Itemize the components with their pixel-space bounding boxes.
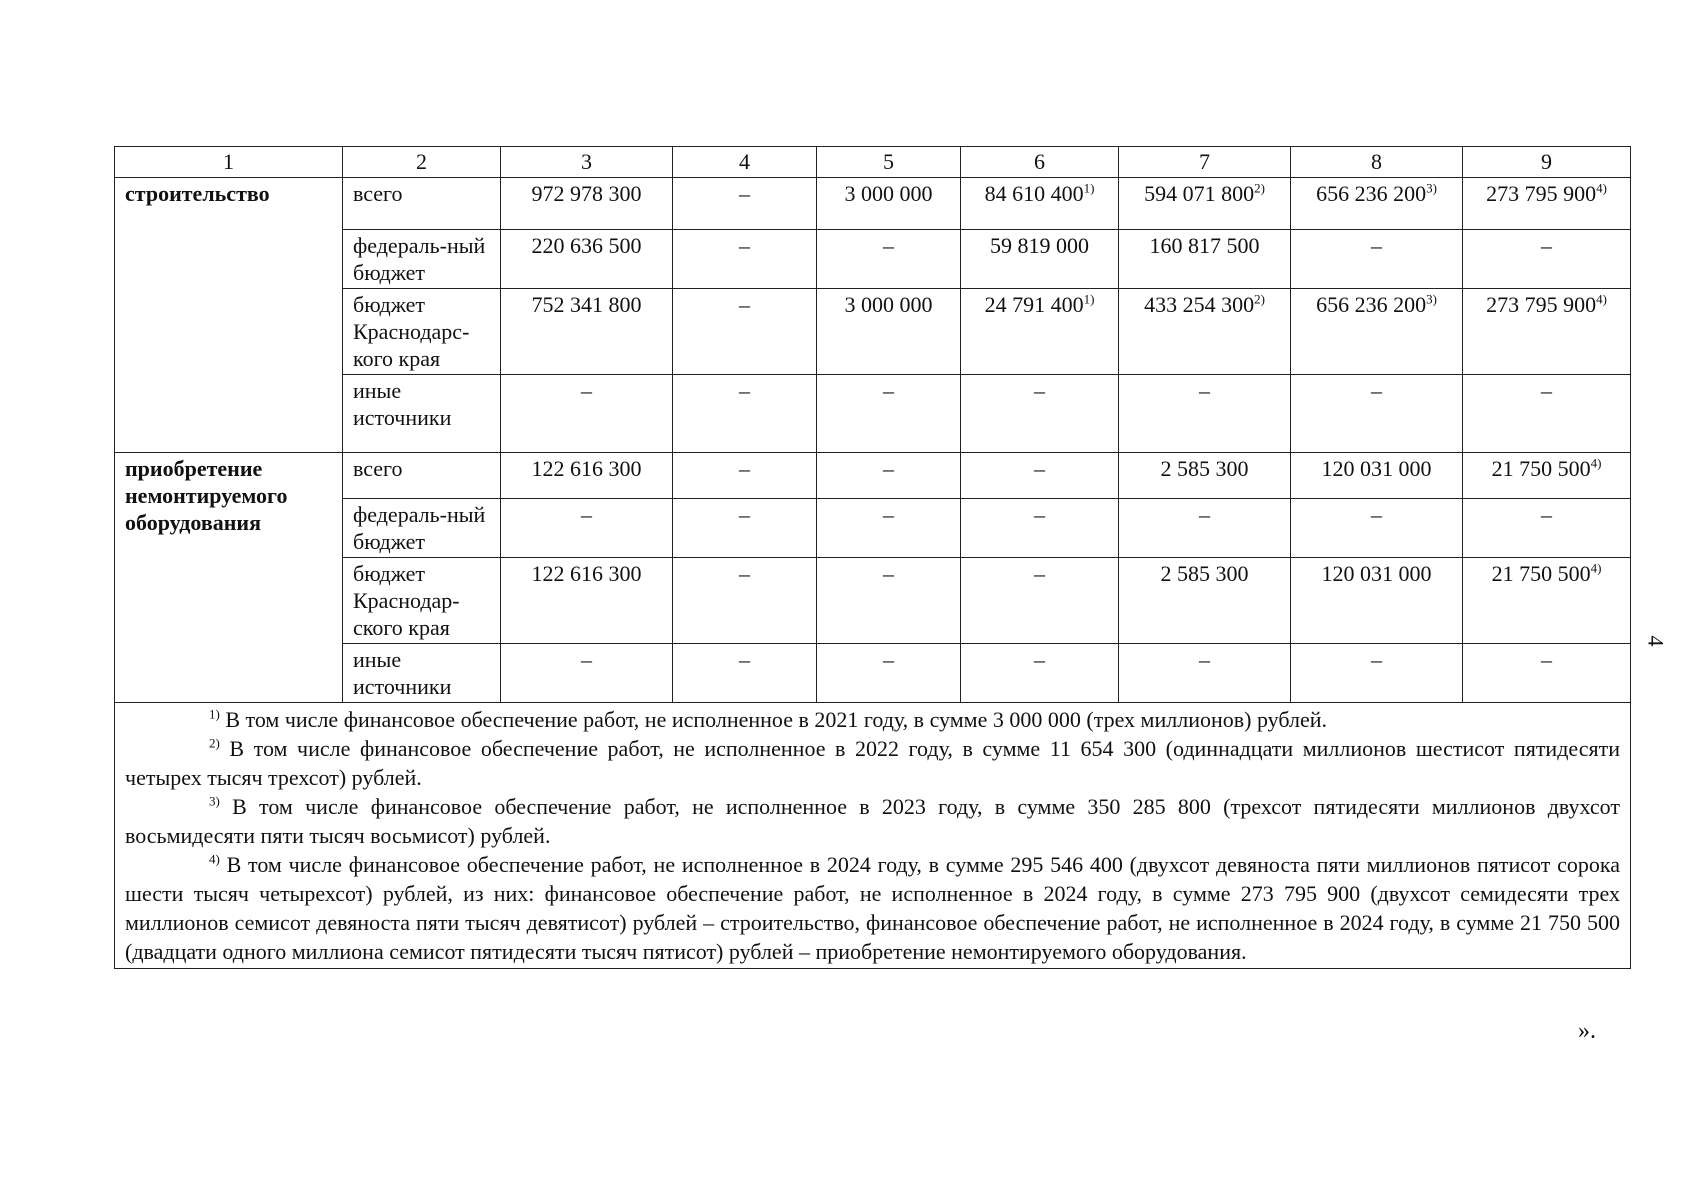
value-text: 122 616 300 [531,456,642,481]
table-row [115,289,1631,375]
value-cell [817,178,961,230]
footnote-mark: 4) [1596,180,1607,196]
value-cell [817,453,961,499]
source-cell: бюджет Краснодар-ского края [343,558,501,644]
value-text: – [739,233,750,258]
value-cell [1119,375,1291,453]
value-cell [501,230,673,289]
category-cell: строительство [115,178,343,453]
value-text: – [1199,378,1210,403]
value-cell [501,644,673,703]
footnote-text: В том числе финансовое обеспечение работ, не исполненное в 2023 году, в сумме 350 285 800 (трехсот пятидесяти миллионов двухсот восьмидесяти пяти тысяч восьмисот) рублей. [125,794,1620,848]
value-text: – [1034,647,1045,672]
value-text: 433 254 300 [1144,292,1255,317]
source-cell: иные источники [343,375,501,453]
footnote-mark: 4) [1590,560,1602,576]
value-cell [817,375,961,453]
value-cell [961,289,1119,375]
value-text: – [883,233,894,258]
value-cell [673,644,817,703]
value-text: 120 031 000 [1321,561,1432,586]
footnote-mark: 1) [1083,291,1095,307]
value-text: 84 610 400 [984,181,1084,206]
value-cell [673,289,817,375]
value-cell [961,178,1119,230]
header-cell: 2 [343,147,501,178]
category-cell: приобретение немонтируемого оборудования [115,453,343,703]
financing-table [114,146,1631,969]
footnote-mark: 4) [1596,291,1607,307]
value-cell [673,453,817,499]
value-text: – [1371,647,1382,672]
value-text: – [1034,502,1045,527]
value-cell [817,289,961,375]
footnote-mark: 2) [1254,180,1265,196]
source-cell: всего [343,453,501,499]
value-text: – [883,456,894,481]
table-row [115,499,1631,558]
value-cell [1291,644,1463,703]
value-cell [961,453,1119,499]
value-text: 220 636 500 [531,233,642,258]
footnote-text: В том числе финансовое обеспечение работ, не исполненное в 2022 году, в сумме 11 654 300 (одиннадцати миллионов шестисот пятидесяти четырех тысяч трехсот) рублей. [125,736,1620,790]
value-cell [1291,230,1463,289]
value-text: – [739,561,750,586]
value-text: 594 071 800 [1144,181,1255,206]
value-text: – [581,647,592,672]
value-text: – [883,561,894,586]
value-cell [1463,289,1631,375]
value-text: – [883,378,894,403]
footnote-text: В том числе финансовое обеспечение работ, не исполненное в 2024 году, в сумме 295 546 400 (двухсот девяноста пяти миллионов пятисот сорока шести тысяч четырехсот) рублей, из них: финансовое обеспечение работ, не исполненное в 2024 году, в сумме 273 795 900 (двухсот семидесяти трех миллионов семисот девяноста пяти тысяч девятисот) рублей – строительство, финансовое обеспечение работ, не исполненное в 2024 году, в сумме 21 750 500 (двадцати одного миллиона семисот пятидесяти тысяч пятисот) рублей – приобретение немонтируемого оборудования. [125,852,1620,964]
value-text: – [1199,647,1210,672]
header-cell: 6 [961,147,1119,178]
value-cell [1291,178,1463,230]
value-text: – [739,502,750,527]
header-row [115,147,1631,178]
value-cell [501,499,673,558]
value-cell [501,375,673,453]
value-cell [1119,558,1291,644]
value-text: 120 031 000 [1321,456,1432,481]
value-text: – [883,647,894,672]
table-row [115,375,1631,453]
value-cell [501,289,673,375]
value-text: – [739,181,750,206]
value-text: – [1034,561,1045,586]
footnote-number: 2) [209,735,220,751]
value-text: 21 750 500 [1491,561,1591,586]
page-number: 4 [1643,635,1669,647]
footnote-mark: 3) [1426,180,1437,196]
footnote-text: В том числе финансовое обеспечение работ, не исполненное в 2021 году, в сумме 3 000 000 (трех миллионов) рублей. [219,707,1328,732]
value-text: – [1541,502,1552,527]
header-cell: 7 [1119,147,1291,178]
value-text: 752 341 800 [531,292,642,317]
closing-quote: ». [1578,1018,1596,1044]
footnote [125,705,1620,734]
header-cell: 3 [501,147,673,178]
value-text: – [739,378,750,403]
value-cell [817,644,961,703]
source-cell: иные источники [343,644,501,703]
header-cell: 1 [115,147,343,178]
value-text: – [883,502,894,527]
value-cell [961,644,1119,703]
value-cell [817,230,961,289]
value-cell [817,558,961,644]
value-cell [1463,375,1631,453]
value-text: – [1371,502,1382,527]
value-text: – [1541,378,1552,403]
footnote-mark: 2) [1254,291,1265,307]
value-text: 2 585 300 [1160,456,1249,481]
table-row [115,558,1631,644]
value-cell [501,453,673,499]
value-cell [1463,178,1631,230]
table-row [115,178,1631,230]
value-cell [817,499,961,558]
value-cell [673,375,817,453]
source-cell: федераль-ный бюджет [343,230,501,289]
value-cell [1291,289,1463,375]
footnote [125,792,1620,850]
value-cell [1119,289,1291,375]
value-text: 273 795 900 [1486,292,1597,317]
value-cell [1291,558,1463,644]
value-cell [501,178,673,230]
value-cell [673,230,817,289]
value-text: 2 585 300 [1160,561,1249,586]
value-cell [501,558,673,644]
value-cell [1463,453,1631,499]
value-cell [1463,558,1631,644]
footnote-mark: 4) [1590,455,1602,471]
table-row [115,644,1631,703]
value-cell [961,558,1119,644]
header-cell: 5 [817,147,961,178]
value-cell [961,230,1119,289]
source-cell: всего [343,178,501,230]
value-text: – [739,292,750,317]
value-cell [1463,499,1631,558]
value-text: – [1034,456,1045,481]
value-text: – [739,647,750,672]
footnote-number: 1) [209,706,220,722]
value-cell [673,178,817,230]
value-text: – [1199,502,1210,527]
value-text: 273 795 900 [1486,181,1597,206]
value-text: 656 236 200 [1316,181,1427,206]
value-cell [1119,499,1291,558]
footnote-mark: 1) [1083,180,1095,196]
value-cell [1463,644,1631,703]
value-text: 21 750 500 [1491,456,1591,481]
value-text: 3 000 000 [844,292,933,317]
table-row [115,453,1631,499]
table-row [115,230,1631,289]
value-text: 24 791 400 [984,292,1084,317]
value-text: – [1371,233,1382,258]
value-text: 122 616 300 [531,561,642,586]
footnote [125,734,1620,792]
footnote-number: 3) [209,793,220,809]
value-cell [1291,499,1463,558]
value-text: – [1034,378,1045,403]
value-text: 160 817 500 [1149,233,1260,258]
value-text: – [1541,233,1552,258]
value-cell [673,499,817,558]
value-text: 972 978 300 [531,181,642,206]
value-cell [1119,230,1291,289]
footnotes-row [115,703,1631,969]
footnotes [115,703,1631,969]
header-cell: 8 [1291,147,1463,178]
value-text: 3 000 000 [844,181,933,206]
value-cell [961,499,1119,558]
value-cell [673,558,817,644]
value-cell [1291,453,1463,499]
value-text: – [581,378,592,403]
value-text: 59 819 000 [990,233,1089,258]
value-text: – [581,502,592,527]
footnote-number: 4) [209,851,220,867]
value-cell [961,375,1119,453]
value-text: – [1541,647,1552,672]
value-cell [1291,375,1463,453]
footnote-mark: 3) [1426,291,1437,307]
header-cell: 9 [1463,147,1631,178]
footnote [125,850,1620,966]
value-text: – [739,456,750,481]
value-cell [1463,230,1631,289]
value-text: 656 236 200 [1316,292,1427,317]
header-cell: 4 [673,147,817,178]
value-cell [1119,644,1291,703]
value-text: – [1371,378,1382,403]
value-cell [1119,453,1291,499]
source-cell: бюджет Краснодарс-кого края [343,289,501,375]
value-cell [1119,178,1291,230]
source-cell: федераль-ный бюджет [343,499,501,558]
